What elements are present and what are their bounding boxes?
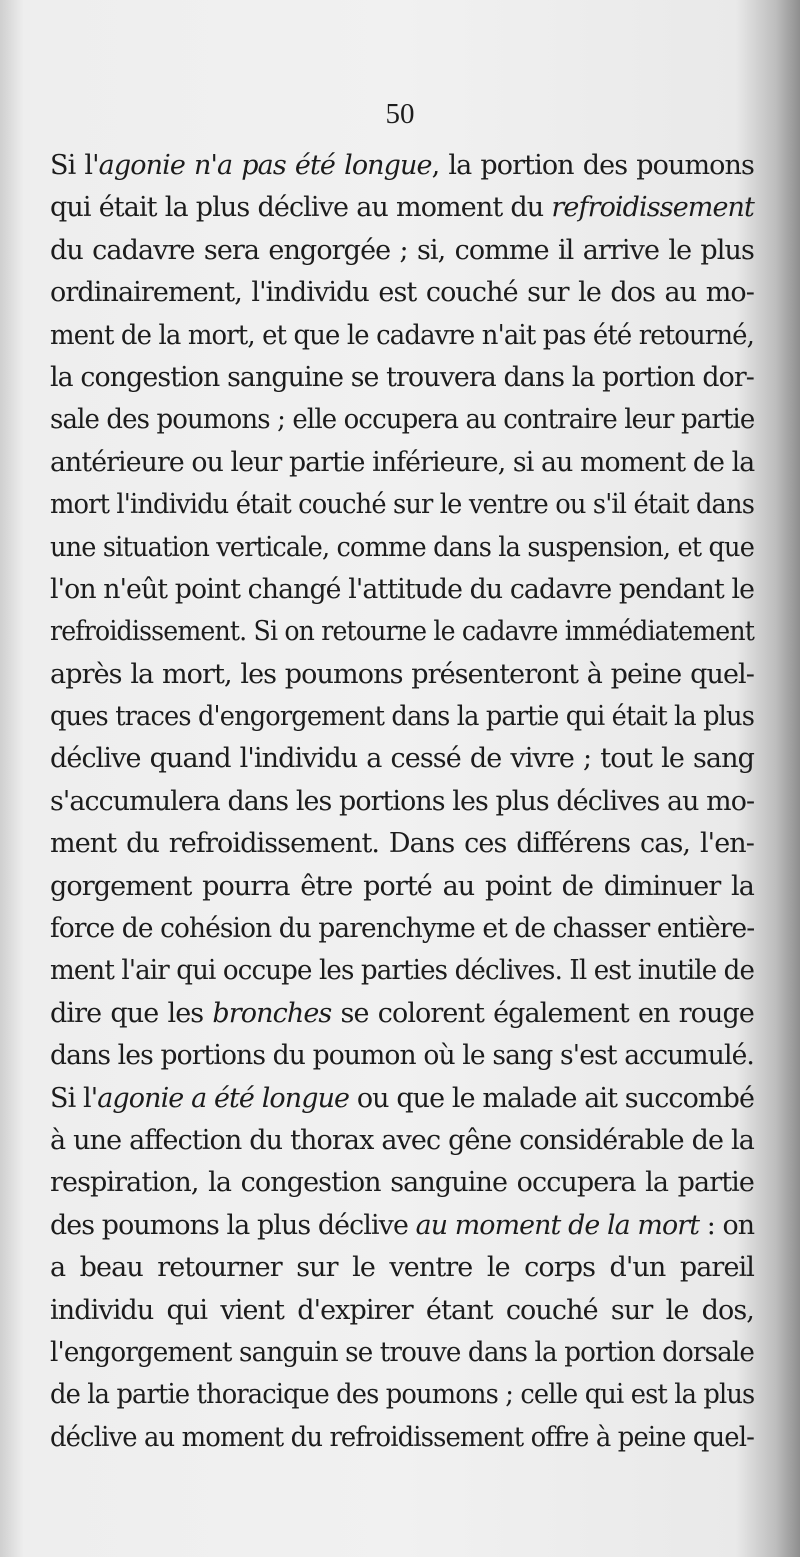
text-line [50,569,754,611]
text-segment: à une affection du thorax avec gêne considérable de la [50,1124,754,1156]
text-segment: Si l' [50,1082,98,1114]
text-segment: qui était la plus déclive au moment du [50,192,552,224]
text-line [50,1332,754,1374]
text-segment: ordinairement, l'individu est couché sur le dos au mo- [50,277,754,309]
text-line [50,908,754,950]
text-segment: l'on n'eût point changé l'attitude du cadavre pendant le [50,573,755,605]
text-segment: ment du refroidissement. Dans ces différens cas, l'en- [50,828,754,860]
text-line [50,654,754,696]
text-line [50,272,754,314]
body-text [50,145,754,1459]
text-segment: déclive quand l'individu a cessé de vivre ; tout le sang [50,743,754,775]
text-segment: Si l' [50,150,99,181]
text-line [50,993,754,1035]
text-line [50,1035,754,1077]
text-line [50,1290,754,1332]
text-segment: a beau retourner sur le ventre le corps d'un pareil [50,1252,754,1284]
text-segment: ment l'air qui occupe les parties déclives. Il est inutile de [50,955,755,987]
text-segment: gorgement pourra être porté au point de diminuer la [50,870,754,902]
text-segment: l'engorgement sanguin se trouve dans la portion dorsale [50,1336,755,1368]
text-segment: dire que les [50,997,213,1029]
text-line [50,357,754,399]
text-segment: après la mort, les poumons présenteront à peine quel- [50,658,754,690]
text-segment: individu qui vient d'expirer étant couché sur le dos, [50,1294,754,1326]
text-line [50,1162,754,1204]
italic-phrase: agonie n'a pas été longue [98,150,432,181]
text-line [50,950,754,992]
text-segment: mort l'individu était couché sur le ventre ou s'il était dans [50,489,755,521]
text-line [50,696,754,738]
text-line [50,315,754,357]
text-segment: une situation verticale, comme dans la suspension, et que [50,531,755,563]
text-segment: antérieure ou leur partie inférieure, si au moment de la [50,446,755,478]
text-segment: ques traces d'engorgement dans la partie qui était la plus [50,701,755,733]
text-line [50,230,754,272]
text-segment: s'accumulera dans les portions les plus déclives au mo- [50,785,755,817]
text-segment: des poumons la plus déclive [50,1209,416,1241]
text-line [50,145,754,187]
text-segment: : on [699,1209,755,1241]
text-line [50,442,754,484]
text-segment: du cadavre sera engorgée ; si, comme il arrive le plus [50,234,754,266]
text-segment: , la portion des poumons [431,150,754,181]
text-line [50,1078,754,1120]
text-line [50,1417,754,1459]
text-segment: dans les portions du poumon où le sang s'est accumulé. [50,1040,754,1072]
text-segment: refroidissement. Si on retourne le cadavre immédiatement [50,616,755,648]
text-segment: respiration, la congestion sanguine occupera la partie [50,1167,754,1199]
italic-phrase: bronches [212,997,332,1029]
text-segment: sale des poumons ; elle occupera au contraire leur partie [50,404,755,436]
text-segment: ment de la mort, et que le cadavre n'ait pas été retourné, [50,319,754,351]
text-line [50,1205,754,1247]
text-segment: force de cohésion du parenchyme et de chasser entière- [50,913,755,945]
text-segment: déclive au moment du refroidissement offre à peine quel- [50,1421,754,1453]
text-segment: de la partie thoracique des poumons ; celle qui est la plus [50,1379,755,1411]
text-segment: la congestion sanguine se trouvera dans la portion dor- [50,361,754,393]
text-line [50,781,754,823]
text-line [50,527,754,569]
text-line [50,611,754,653]
text-segment: se colorent également en rouge [331,997,754,1029]
page-number: 50 [385,98,415,130]
italic-phrase: refroidissement [551,192,754,224]
italic-phrase: agonie a été longue [97,1082,350,1114]
text-line [50,823,754,865]
text-line [50,187,754,229]
text-line [50,1120,754,1162]
text-line [50,1247,754,1289]
text-line [50,1374,754,1416]
text-line [50,738,754,780]
text-segment: ou que le malade ait succombé [349,1082,755,1114]
text-line [50,399,754,441]
italic-phrase: au moment de la mort [415,1209,700,1241]
text-line [50,484,754,526]
text-line [50,866,754,908]
